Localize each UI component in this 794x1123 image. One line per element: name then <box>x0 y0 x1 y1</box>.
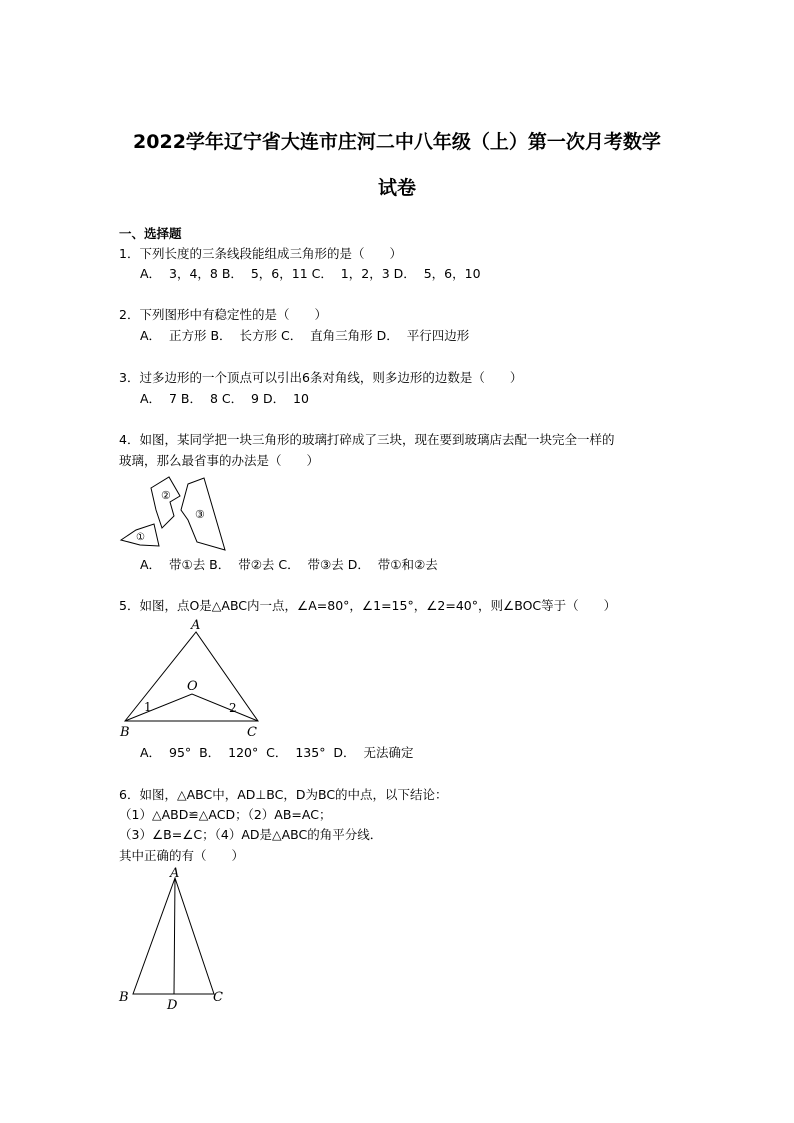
glass-piece-2 <box>151 477 180 528</box>
glass-piece-3-label: ③ <box>195 508 205 521</box>
question-6-conclusions-1: （1）△ABD≌△ACD；（2）AB=AC； <box>119 807 332 822</box>
question-2-stem: 2．下列图形中有稳定性的是（ ） <box>119 307 327 322</box>
glass-piece-2-label: ② <box>161 489 171 502</box>
vertex-label-c: C <box>247 725 257 740</box>
question-1-options: A． 3，4，8 B． 5，6，11 C． 1，2，3 D． 5，6，10 <box>140 266 481 281</box>
question-6-conclusions-2: （3）∠B=∠C；（4）AD是△ABC的角平分线． <box>119 827 383 842</box>
segment-ad <box>174 878 175 994</box>
question-5-figure <box>118 618 268 742</box>
angle-label-2: 2 <box>229 701 237 715</box>
question-5-options: A． 95° B． 120° C． 135° D． 无法确定 <box>140 745 414 760</box>
vertex-label-b: B <box>120 725 130 740</box>
question-4-stem-line2: 玻璃，那么最省事的办法是（ ） <box>119 453 320 468</box>
question-6-ask: 其中正确的有（ ） <box>119 848 245 863</box>
section-heading: 一、选择题 <box>119 226 182 241</box>
question-4-figure <box>118 472 233 554</box>
question-2-options: A． 正方形 B． 长方形 C． 直角三角形 D． 平行四边形 <box>140 328 470 343</box>
question-3-options: A． 7 B． 8 C． 9 D． 10 <box>140 391 309 406</box>
page-title-line1: 2022学年辽宁省大连市庄河二中八年级（上）第一次月考数学 <box>133 131 661 153</box>
question-5-stem: 5．如图，点O是△ABC内一点，∠A=80°，∠1=15°，∠2=40°，则∠BOC等于（ ） <box>119 598 617 613</box>
point-label-o: O <box>187 679 198 694</box>
question-6-figure <box>118 866 228 1016</box>
question-4-options: A． 带①去 B． 带②去 C． 带③去 D． 带①和②去 <box>140 557 438 572</box>
question-3-stem: 3．过多边形的一个顶点可以引出6条对角线，则多边形的边数是（ ） <box>119 370 523 385</box>
vertex-label-a: A <box>191 618 201 633</box>
vertex-label-a: A <box>170 866 180 881</box>
glass-piece-1-label: ① <box>136 532 145 543</box>
vertex-label-b: B <box>119 990 129 1005</box>
question-1-stem: 1．下列长度的三条线段能组成三角形的是（ ） <box>119 246 402 261</box>
vertex-label-c: C <box>213 990 223 1005</box>
question-6-stem: 6．如图，△ABC中，AD⊥BC，D为BC的中点，以下结论： <box>119 787 448 802</box>
point-label-d: D <box>167 998 178 1013</box>
angle-label-1: 1 <box>144 700 152 714</box>
page-title-line2: 试卷 <box>377 177 416 199</box>
triangle-abc <box>133 878 214 994</box>
question-4-stem-line1: 4．如图，某同学把一块三角形的玻璃打碎成了三块，现在要到玻璃店去配一块完全一样的 <box>119 432 615 447</box>
